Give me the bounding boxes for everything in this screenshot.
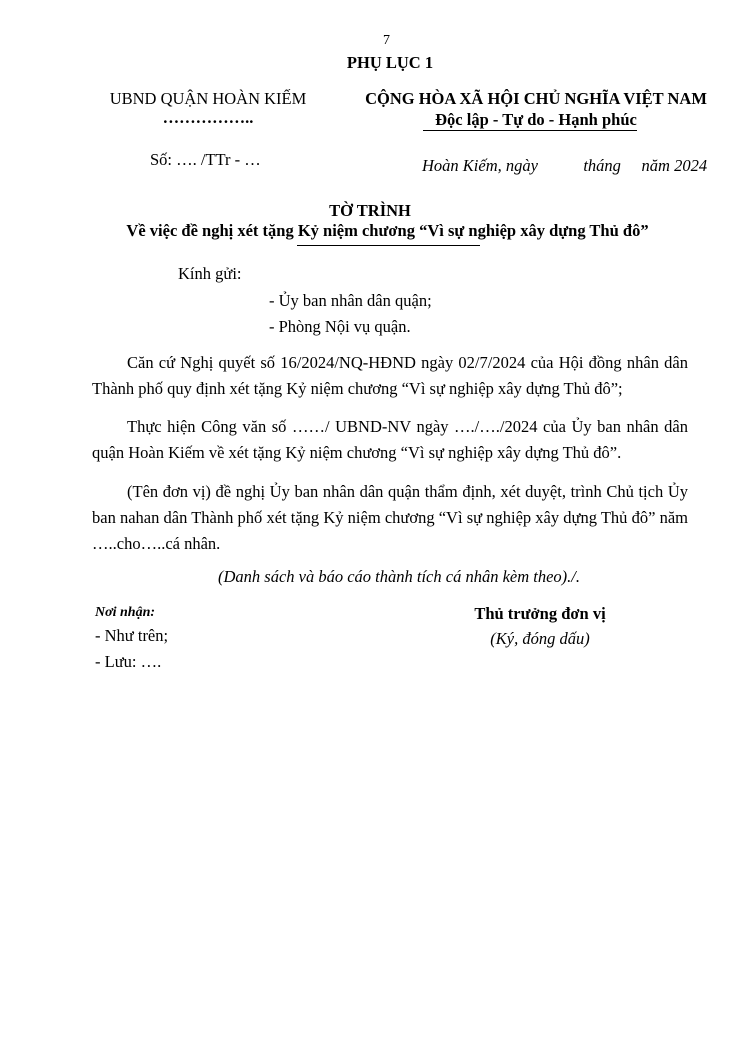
- attachment-note: (Danh sách và báo cáo thành tích cá nhân kèm theo)./.: [218, 567, 581, 586]
- national-title: CỘNG HÒA XÃ HỘI CHỦ NGHĨA VIỆT NAM: [365, 89, 707, 108]
- subject-underline: [297, 245, 480, 246]
- document-subject: Về việc đề nghị xét tặng Kỷ niệm chương “Vì sự nghiệp xây dựng Thủ đô”: [126, 221, 649, 240]
- place-date: Hoàn Kiếm, ngày tháng năm 2024: [422, 156, 708, 175]
- unit-placeholder: ……………..: [162, 108, 254, 127]
- signer-note: (Ký, đóng dấu): [490, 629, 590, 648]
- footer-recipient: - Lưu: ….: [95, 652, 162, 671]
- footer-recipient: - Như trên;: [95, 626, 169, 645]
- recipient-item: - Phòng Nội vụ quận.: [269, 317, 411, 336]
- page-number: 7: [383, 33, 390, 48]
- paragraph-implementation: Thực hiện Công văn số ……/ UBND-NV ngày …./…./2024 của Ủy ban nhân dân quận Hoàn Kiếm về xét tặng Kỷ niệm chương “Vì sự nghiệp xây dựng Thủ đô”.: [92, 417, 688, 462]
- motto-underline: [423, 130, 637, 131]
- recipients-label: Kính gửi:: [178, 264, 242, 283]
- paragraph-proposal: (Tên đơn vị) đề nghị Ủy ban nhân dân quận thẩm định, xét duyệt, trình Chủ tịch Ủy ban nahan dân Thành phố xét tặng Kỷ niệm chương “Vì sự nghiệp xây dựng Thủ đô” năm …..cho…..cá nhân.: [92, 482, 688, 553]
- signer-title: Thủ trưởng đơn vị: [474, 604, 606, 623]
- agency-name: UBND QUẬN HOÀN KIẾM: [109, 89, 307, 108]
- document-number: Số: …. /TTr - …: [150, 150, 261, 169]
- recipient-item: - Ủy ban nhân dân quận;: [269, 291, 432, 310]
- paragraph-legal-basis: Căn cứ Nghị quyết số 16/2024/NQ-HĐND ngày 02/7/2024 của Hội đồng nhân dân Thành phố quy định xét tặng Kỷ niệm chương “Vì sự nghiệp xây dựng Thủ đô”;: [92, 353, 688, 398]
- document-type: TỜ TRÌNH: [329, 201, 411, 220]
- recipients-footer-label: Nơi nhận:: [95, 605, 156, 620]
- national-motto: Độc lập - Tự do - Hạnh phúc: [435, 110, 637, 129]
- appendix-title: PHỤ LỤC 1: [346, 53, 434, 72]
